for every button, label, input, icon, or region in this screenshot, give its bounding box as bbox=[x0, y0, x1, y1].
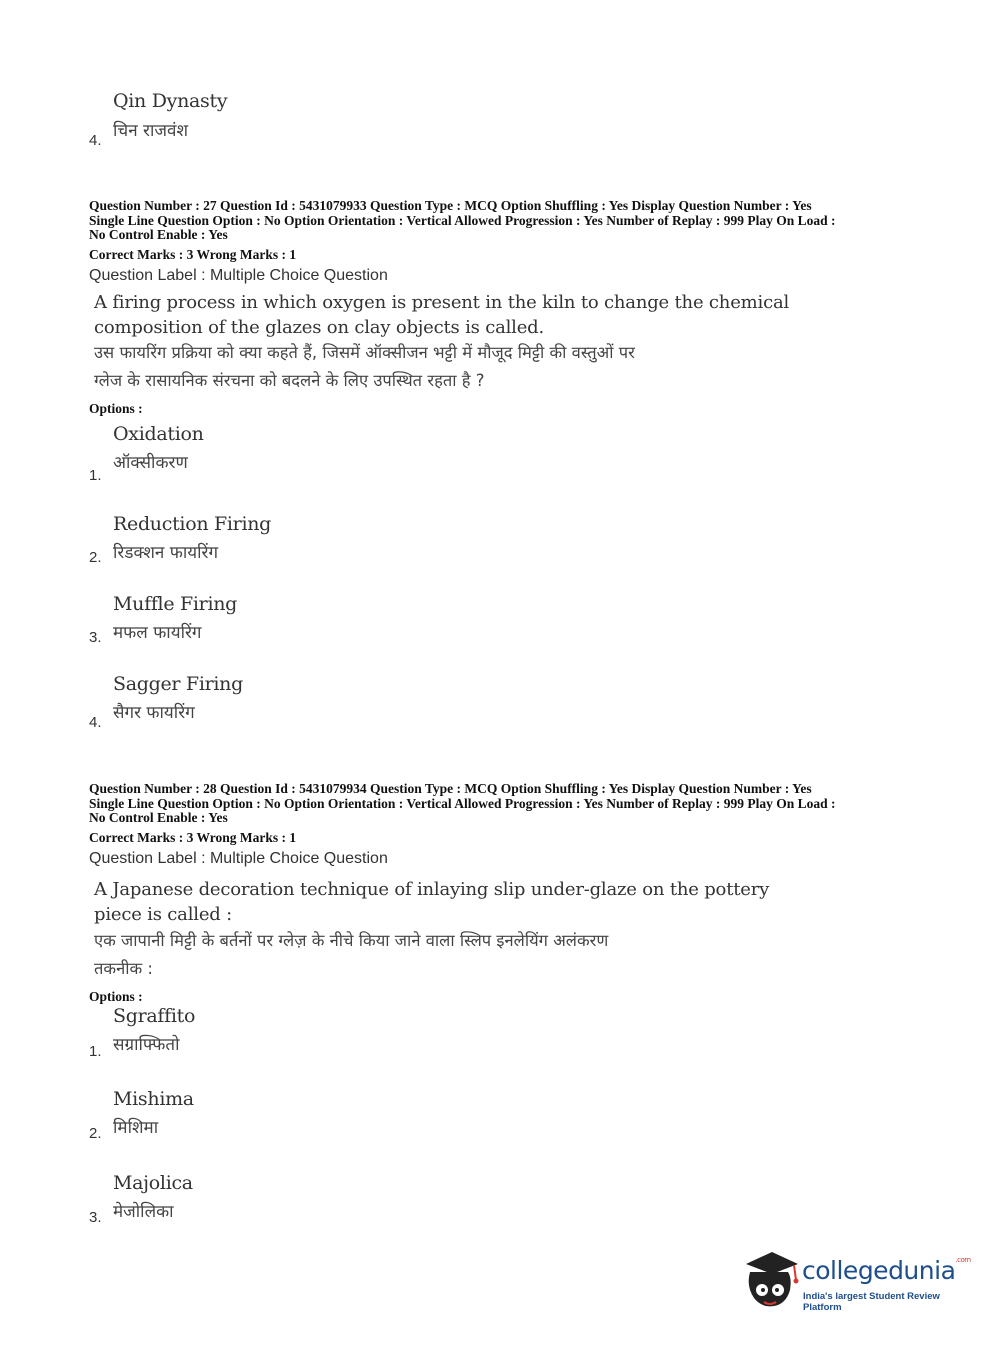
mascot-icon bbox=[742, 1250, 802, 1312]
question-label: Question Label : Multiple Choice Question bbox=[89, 850, 388, 867]
option-hindi: सैगर फायरिंग bbox=[113, 703, 195, 723]
option-number: 4. bbox=[89, 132, 102, 149]
question-line: A Japanese decoration technique of inlaying slip under-glaze on the pottery bbox=[94, 879, 770, 900]
option-hindi: रिडक्शन फायरिंग bbox=[113, 543, 219, 563]
question-line: तकनीक : bbox=[94, 959, 153, 978]
logo-wordmark bbox=[802, 1256, 971, 1285]
option-english: Sgraffito bbox=[113, 1005, 196, 1027]
question-text-hindi bbox=[94, 339, 635, 395]
options-label: Options : bbox=[89, 401, 143, 416]
logo-name: collegedunia bbox=[802, 1256, 956, 1285]
option-number: 4. bbox=[89, 714, 102, 731]
option-english: Qin Dynasty bbox=[113, 90, 228, 112]
option-hindi: मफल फायरिंग bbox=[113, 623, 202, 643]
question-line: ग्लेज के रासायनिक संरचना को बदलने के लिए उपस्थित रहता है ? bbox=[94, 371, 485, 390]
option-hindi: मेजोलिका bbox=[113, 1202, 174, 1222]
question-marks: Correct Marks : 3 Wrong Marks : 1 bbox=[89, 247, 297, 262]
meta-line: No Control Enable : Yes bbox=[89, 227, 228, 242]
option-english: Mishima bbox=[113, 1088, 194, 1110]
question-meta bbox=[89, 782, 919, 826]
option-number: 3. bbox=[89, 1209, 102, 1226]
question-line: एक जापानी मिट्टी के बर्तनों पर ग्लेज़ के नीचे किया जाने वाला स्लिप इनलेयिंग अलंकरण bbox=[94, 931, 609, 950]
option-english: Muffle Firing bbox=[113, 593, 238, 615]
question-label: Question Label : Multiple Choice Question bbox=[89, 267, 388, 284]
question-line: A firing process in which oxygen is present in the kiln to change the chemical bbox=[94, 292, 790, 313]
question-text-english bbox=[94, 290, 789, 340]
option-number: 1. bbox=[89, 1043, 102, 1060]
question-line: composition of the glazes on clay objects is called. bbox=[94, 317, 545, 338]
collegedunia-logo[interactable] bbox=[742, 1250, 972, 1312]
option-hindi: सग्राफ्फितो bbox=[113, 1035, 180, 1055]
option-hindi: मिशिमा bbox=[113, 1118, 159, 1138]
question-line: piece is called : bbox=[94, 904, 232, 925]
question-marks: Correct Marks : 3 Wrong Marks : 1 bbox=[89, 830, 297, 845]
meta-line: No Control Enable : Yes bbox=[89, 810, 228, 825]
question-text-hindi bbox=[94, 927, 608, 983]
option-hindi: चिन राजवंश bbox=[113, 121, 189, 141]
option-number: 2. bbox=[89, 1125, 102, 1142]
question-meta bbox=[89, 199, 919, 243]
option-number: 1. bbox=[89, 467, 102, 484]
option-hindi: ऑक्सीकरण bbox=[113, 453, 188, 473]
option-number: 3. bbox=[89, 629, 102, 646]
question-text-english bbox=[94, 877, 769, 927]
option-number: 2. bbox=[89, 549, 102, 566]
logo-tagline: India's largest Student Review Platform bbox=[803, 1291, 940, 1313]
meta-line: Single Line Question Option : No Option Orientation : Vertical Allowed Progression : Yes Number of Replay : 999 Play On Load : bbox=[89, 795, 836, 811]
option-english: Majolica bbox=[113, 1172, 193, 1194]
meta-line: Question Number : 27 Question Id : 5431079933 Question Type : MCQ Option Shuffling : Yes Display Question Number : Yes bbox=[89, 198, 812, 213]
logo-suffix: .com bbox=[955, 1256, 971, 1264]
options-label: Options : bbox=[89, 989, 143, 1004]
meta-line: Question Number : 28 Question Id : 5431079934 Question Type : MCQ Option Shuffling : Yes Display Question Number : Yes bbox=[89, 781, 812, 796]
option-english: Reduction Firing bbox=[113, 513, 272, 535]
question-line: उस फायरिंग प्रक्रिया को क्या कहते हैं, जिसमें ऑक्सीजन भट्टी में मौजूद मिट्टी की वस्तुओं पर bbox=[94, 343, 635, 362]
option-english: Sagger Firing bbox=[113, 673, 243, 695]
meta-line: Single Line Question Option : No Option Orientation : Vertical Allowed Progression : Yes Number of Replay : 999 Play On Load : bbox=[89, 212, 836, 228]
option-english: Oxidation bbox=[113, 423, 204, 445]
